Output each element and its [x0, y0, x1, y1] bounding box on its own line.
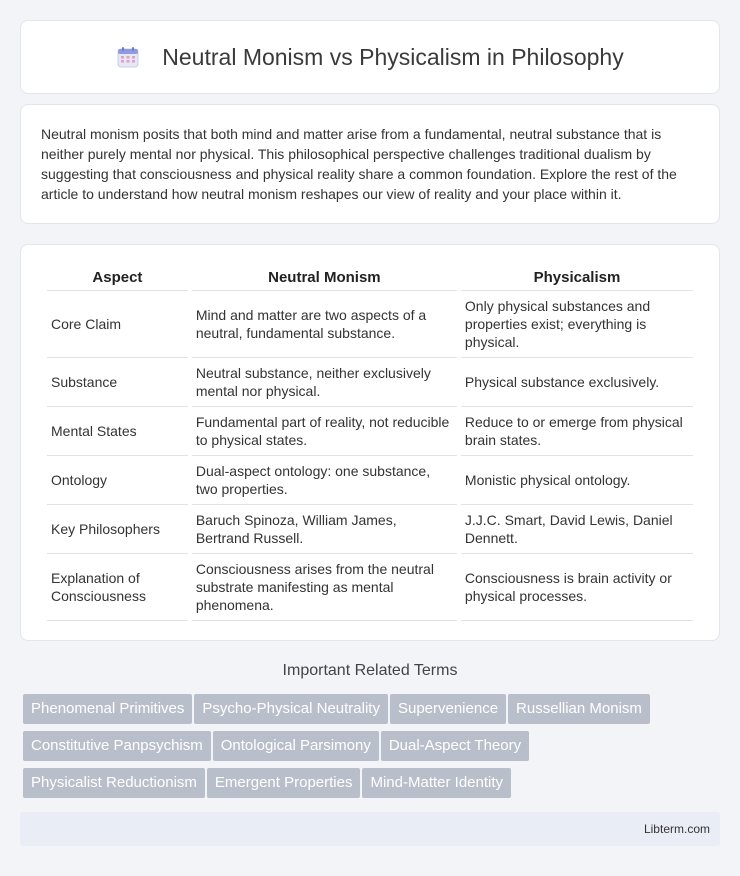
intro-text: Neutral monism posits that both mind and matter arise from a fundamental, neutral substance that is neither purely mental nor physical. This philosophical perspective challenges traditional dualism by suggesting that consciousness and physical reality share a common foundation. Explore the rest of the article to understand how neutral monism reshapes our view of reality and your place within it. [41, 126, 677, 202]
header-card [20, 20, 720, 94]
cell-aspect: Explanation of Consciousness [47, 554, 188, 621]
term-tag[interactable]: Ontological Parsimony [213, 731, 379, 761]
cell-neutral-monism: Dual-aspect ontology: one substance, two properties. [192, 456, 457, 505]
cell-physicalism: Monistic physical ontology. [461, 456, 693, 505]
cell-physicalism: Reduce to or emerge from physical brain states. [461, 407, 693, 456]
table-row [47, 291, 693, 358]
cell-physicalism: J.J.C. Smart, David Lewis, Daniel Dennett. [461, 505, 693, 554]
table-row [47, 554, 693, 621]
cell-aspect: Ontology [47, 456, 188, 505]
term-tag[interactable]: Physicalist Reductionism [23, 768, 205, 798]
cell-aspect: Core Claim [47, 291, 188, 358]
footer [20, 812, 720, 846]
cell-aspect: Substance [47, 358, 188, 407]
comparison-table [43, 265, 697, 621]
header-physicalism: Physicalism [461, 265, 693, 291]
term-tag[interactable]: Mind-Matter Identity [362, 768, 511, 798]
term-tag[interactable]: Emergent Properties [207, 768, 361, 798]
table-row [47, 456, 693, 505]
cell-neutral-monism: Consciousness arises from the neutral substrate manifesting as mental phenomena. [192, 554, 457, 621]
table-header-row [47, 265, 693, 291]
term-tag[interactable]: Russellian Monism [508, 694, 650, 724]
table-row [47, 407, 693, 456]
table-row [47, 505, 693, 554]
related-terms-list [23, 694, 723, 805]
comparison-card [20, 244, 720, 641]
calendar-icon [116, 45, 140, 69]
cell-aspect: Key Philosophers [47, 505, 188, 554]
cell-neutral-monism: Neutral substance, neither exclusively mental nor physical. [192, 358, 457, 407]
term-tag[interactable]: Supervenience [390, 694, 506, 724]
term-tag[interactable]: Dual-Aspect Theory [381, 731, 529, 761]
cell-physicalism: Only physical substances and properties exist; everything is physical. [461, 291, 693, 358]
cell-neutral-monism: Fundamental part of reality, not reducible to physical states. [192, 407, 457, 456]
footer-link[interactable]: Libterm.com [643, 822, 710, 836]
term-tag[interactable]: Psycho-Physical Neutrality [194, 694, 388, 724]
cell-neutral-monism: Baruch Spinoza, William James, Bertrand Russell. [192, 505, 457, 554]
table-row [47, 358, 693, 407]
header-neutral-monism: Neutral Monism [192, 265, 457, 291]
intro-card [20, 104, 720, 224]
cell-physicalism: Consciousness is brain activity or physical processes. [461, 554, 693, 621]
header-aspect: Aspect [47, 265, 188, 291]
page-title: Neutral Monism vs Physicalism in Philosophy [162, 43, 624, 70]
term-tag[interactable]: Phenomenal Primitives [23, 694, 192, 724]
term-tag[interactable]: Constitutive Panpsychism [23, 731, 211, 761]
related-terms-title: Important Related Terms [282, 662, 458, 679]
cell-aspect: Mental States [47, 407, 188, 456]
cell-neutral-monism: Mind and matter are two aspects of a neutral, fundamental substance. [192, 291, 457, 358]
cell-physicalism: Physical substance exclusively. [461, 358, 693, 407]
